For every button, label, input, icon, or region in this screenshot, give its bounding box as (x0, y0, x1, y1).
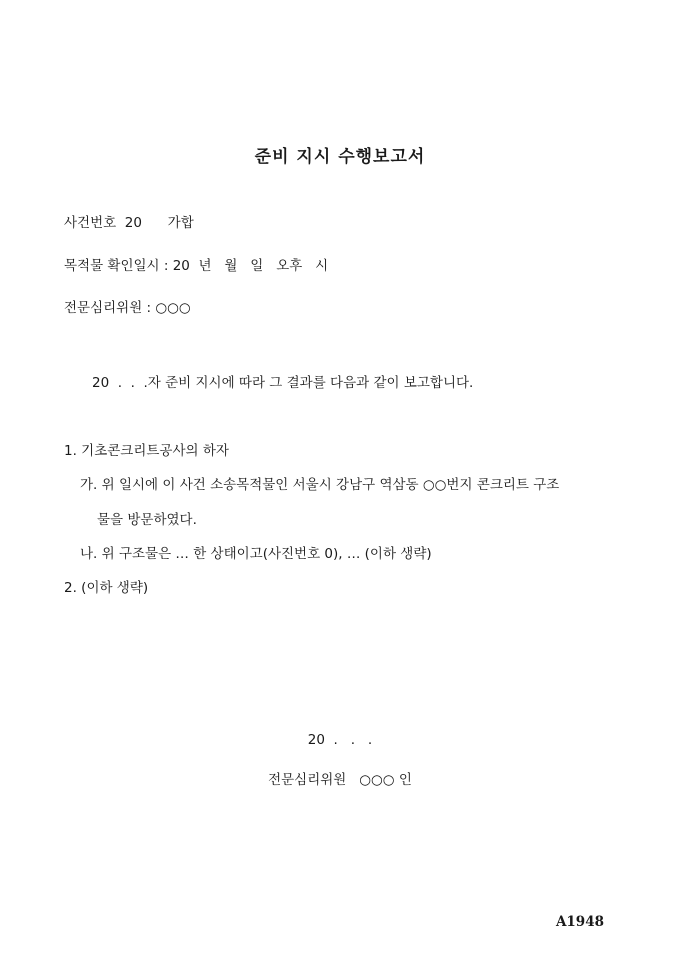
report-date: 20 . . . (307, 732, 373, 748)
list-item: 가. 위 일시에 이 사건 소송목적물인 서울시 강남구 역삼동 ○○번지 콘크리트 구조 (80, 477, 560, 493)
signature-line: 전문심리위원 ○○○ 인 (268, 772, 412, 788)
list-item: 물을 방문하였다. (97, 512, 197, 528)
list-item: 나. 위 구조물은 … 한 상태이고(사진번호 0), … (이하 생략) (80, 546, 432, 562)
case-number-field: 사건번호 20 가합 (64, 215, 194, 231)
document-title: 준비 지시 수행보고서 (254, 147, 426, 167)
expert-commissioner-field: 전문심리위원 : ○○○ (64, 300, 191, 316)
intro-sentence: 20 . . .자 준비 지시에 따라 그 결과를 다음과 같이 보고합니다. (92, 375, 474, 391)
document-code: A1948 (555, 914, 604, 930)
list-item: 2. (이하 생략) (64, 580, 149, 596)
inspection-datetime-field: 목적물 확인일시 : 20 년 월 일 오후 시 (64, 258, 329, 274)
list-item: 1. 기초콘크리트공사의 하자 (64, 443, 229, 459)
